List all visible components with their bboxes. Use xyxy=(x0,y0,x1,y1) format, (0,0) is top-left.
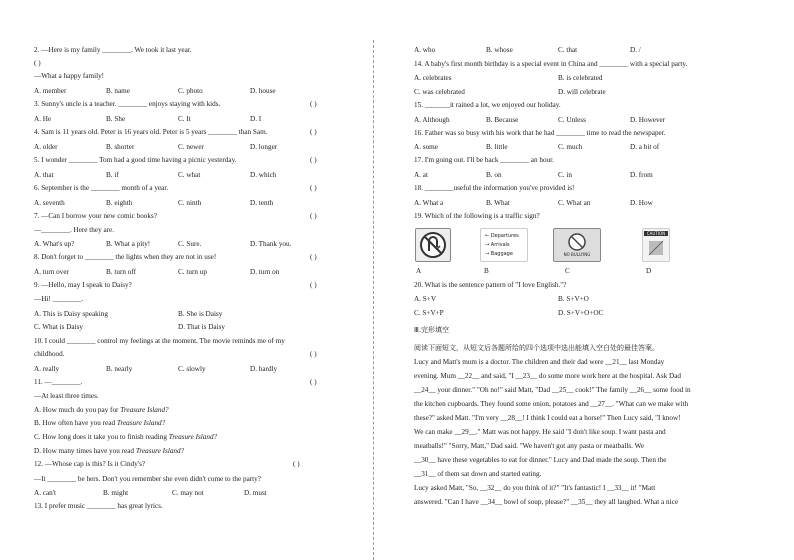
answer-option: D. How xyxy=(630,199,653,207)
question-line xyxy=(414,101,561,110)
question-line xyxy=(414,372,681,381)
answer-option: D. which xyxy=(250,171,277,179)
line-text: A. How much do you pay for xyxy=(34,406,121,414)
answer-option: C. newer xyxy=(178,143,204,151)
line-text: —Hi! ________. xyxy=(34,295,84,303)
answer-option: A. This is Daisy speaking xyxy=(34,310,108,318)
answer-bracket: ( ) xyxy=(310,184,317,192)
answer-option: C. turn up xyxy=(178,268,207,276)
sign-d-text: CAUTION xyxy=(644,231,668,236)
line-text: 5. I wonder ________ Tom had a good time having a picnic yesterday. xyxy=(34,156,237,164)
line-text: the kitchen cupboards. They found some onion, potatoes and __27__. "What can we make with xyxy=(414,400,689,408)
question-line xyxy=(34,419,165,428)
italic-title: Treasure Island? xyxy=(120,406,169,414)
line-text: —At least three times. xyxy=(34,392,99,400)
answer-option: B. whose xyxy=(486,46,513,54)
line-text: We can make __29__." Matt was not happy. He said "I don't like soup. I want pasta and xyxy=(414,428,666,436)
line-text: 6. September is the ________ month of a year. xyxy=(34,184,169,192)
line-text: C. How long does it take you to finish reading xyxy=(34,433,169,441)
answer-option: A. Although xyxy=(414,116,450,124)
answer-option: B. What a pity! xyxy=(106,240,151,248)
answer-option: D. will celebrate xyxy=(558,88,606,96)
question-line xyxy=(34,253,216,262)
answer-option: D. must xyxy=(244,489,267,497)
sign-label: D xyxy=(646,267,652,275)
answer-bracket: ( ) xyxy=(310,100,317,108)
answer-option: C. ninth xyxy=(178,199,202,207)
line-text: 11. —________. xyxy=(34,378,83,386)
answer-option: C. much xyxy=(558,143,583,151)
line-text: 14. A baby's first month birthday is a special event in China and ________ with a special party. xyxy=(414,60,688,68)
line-text: meatballs!" "Sorry, Matt," Dad said. "We haven't got any pasta or meatballs. We xyxy=(414,442,645,450)
line-text: Ⅲ.完形填空 xyxy=(414,326,450,334)
caution-sign-icon xyxy=(642,228,670,262)
question-line xyxy=(34,378,82,387)
answer-option: A. What a xyxy=(414,199,444,207)
answer-option: C. may not xyxy=(172,489,204,497)
line-text: 阅读下面短文，从短文后各题所给的四个选项中选出能填入空白处的最佳答案。 xyxy=(414,344,659,352)
line-text: Lucy asked Matt, "So, __32__ do you think of it?" "It's fantastic! I __33__ it! "Matt xyxy=(414,484,656,492)
answer-option: B. might xyxy=(103,489,129,497)
line-text: these?" asked Matt. "I'm very __28__! I think I could eat a horse!" Then Lucy said, "I know! xyxy=(414,414,681,422)
answer-option: C. What is Daisy xyxy=(34,323,83,331)
question-line xyxy=(34,337,285,346)
answer-option: D. a bit of xyxy=(630,143,660,151)
airport-direction-sign-icon xyxy=(480,228,528,262)
question-line xyxy=(34,350,65,359)
sign-b-line: → Baggage xyxy=(485,251,513,257)
answer-bracket: ( ) xyxy=(310,281,317,289)
question-line xyxy=(34,475,261,484)
line-text: 7. —Can I borrow your new comic books? xyxy=(34,212,157,220)
answer-bracket: ( ) xyxy=(310,156,317,164)
answer-option: D. S+V+O+OC xyxy=(558,309,604,317)
question-line xyxy=(34,406,169,415)
answer-option: C. was celebrated xyxy=(414,88,465,96)
question-line xyxy=(34,433,217,442)
question-line xyxy=(34,100,220,109)
italic-title: Treasure Island? xyxy=(168,433,218,441)
answer-option: A. some xyxy=(414,143,438,151)
line-text: —What a happy family! xyxy=(34,72,105,80)
question-line xyxy=(414,484,655,493)
question-line xyxy=(414,326,449,335)
answer-option: D. Thank you. xyxy=(250,240,292,248)
answer-option: D. I xyxy=(250,115,262,123)
answer-option: A. He xyxy=(34,115,52,123)
answer-option: D. hardly xyxy=(250,365,278,373)
answer-option: C. slowly xyxy=(178,365,206,373)
answer-option: A. turn over xyxy=(34,268,69,276)
answer-option: B. if xyxy=(106,171,119,179)
question-line xyxy=(34,226,114,235)
answer-option: D. from xyxy=(630,171,653,179)
italic-title: Treasure Island? xyxy=(135,447,185,455)
answer-option: B. Because xyxy=(486,116,519,124)
question-line xyxy=(414,428,666,437)
answer-option: A. really xyxy=(34,365,60,373)
question-line xyxy=(414,414,681,423)
line-text: 3. Sunny's uncle is a teacher. ________ enjoys staying with kids. xyxy=(34,100,221,108)
sign-b-line: ← Departures xyxy=(485,233,519,239)
answer-option: B. shorter xyxy=(106,143,135,151)
question-line xyxy=(414,358,664,367)
question-line xyxy=(34,447,184,456)
sign-c-text: NO BULLYING xyxy=(563,252,591,257)
answer-option: B. nearly xyxy=(106,365,133,373)
sign-b-line: → Arrivals xyxy=(485,242,510,248)
answer-option: A. member xyxy=(34,87,67,95)
answer-option: B. turn off xyxy=(106,268,137,276)
question-line xyxy=(34,156,237,165)
answer-option: C. in xyxy=(558,171,572,179)
answer-bracket: ( ) xyxy=(293,460,300,468)
answer-option: B. is celebrated xyxy=(558,74,603,82)
question-line xyxy=(34,184,168,193)
question-line xyxy=(34,46,192,55)
question-line xyxy=(34,281,132,290)
answer-option: A. at xyxy=(414,171,428,179)
question-line xyxy=(414,386,691,395)
question-line xyxy=(34,502,163,511)
line-text: evening. Mum __22__ and said, "I __23__ do some more work here at the hospital. Ask Dad xyxy=(414,372,682,380)
answer-option: D. That is Daisy xyxy=(178,323,225,331)
question-line xyxy=(34,72,104,81)
line-text: B. How often have you read xyxy=(34,419,117,427)
line-text: 4. Sam is 11 years old. Peter is 16 years old. Peter is 5 years ________ than Sam. xyxy=(34,128,268,136)
answer-option: A. who xyxy=(414,46,436,54)
answer-option: D. However xyxy=(630,116,666,124)
line-text: 17. I'm going out. I'll be back ________ an hour. xyxy=(414,156,554,164)
answer-option: A. that xyxy=(34,171,54,179)
answer-option: A. What's up? xyxy=(34,240,75,248)
answer-option: B. S+V+O xyxy=(558,295,589,303)
no-bullying-sign-icon xyxy=(553,228,601,262)
answer-option: D. tenth xyxy=(250,199,274,207)
answer-option: A. S+V xyxy=(414,295,437,303)
question-line xyxy=(414,498,678,507)
line-text: childhood. xyxy=(34,350,65,358)
italic-title: Treasure Island? xyxy=(116,419,166,427)
sign-label: C xyxy=(565,267,570,275)
answer-option: D. house xyxy=(250,87,276,95)
line-text: —It ________ be hers. Don't you remember she even didn't come to the party? xyxy=(34,475,261,483)
question-line xyxy=(414,442,644,451)
line-text: 20. What is the sentence pattern of "I love English."? xyxy=(414,281,567,289)
answer-bracket: ( ) xyxy=(310,128,317,136)
line-text: __30__ have these vegetables to eat for dinner." Lucy and Dad made the soup. Then the xyxy=(414,456,667,464)
line-text: —________. Here they are. xyxy=(34,226,115,234)
question-line xyxy=(34,59,41,68)
answer-option: C. photo xyxy=(178,87,203,95)
question-line xyxy=(414,212,540,221)
line-text: 13. I prefer music ________ has great lyrics. xyxy=(34,502,163,510)
question-line xyxy=(414,456,667,465)
answer-option: B. She is Daisy xyxy=(178,310,223,318)
sign-label: B xyxy=(484,267,489,275)
line-text: 15. _______it rained a lot, we enjoyed our holiday. xyxy=(414,101,561,109)
answer-bracket: ( ) xyxy=(310,253,317,261)
answer-option: C. Sure. xyxy=(178,240,202,248)
question-line xyxy=(414,156,554,165)
answer-option: D. longer xyxy=(250,143,278,151)
line-text: answered. "Can I have __34__ bowl of soup, please?" __35__ they all laughed. What a nice xyxy=(414,498,679,506)
question-line xyxy=(34,128,268,137)
line-text: __24__ your dinner." "Oh no!" said Matt, "Dad __25__ cook!" The family __26__ some food in xyxy=(414,386,691,394)
answer-option: B. She xyxy=(106,115,126,123)
answer-option: B. little xyxy=(486,143,508,151)
question-line xyxy=(414,184,574,193)
question-line xyxy=(34,392,99,401)
line-text: 16. Father was so busy with his work that he had ________ time to read the newspaper. xyxy=(414,129,666,137)
no-u-turn-sign-icon xyxy=(415,228,451,262)
question-line xyxy=(34,212,157,221)
answer-bracket: ( ) xyxy=(310,212,317,220)
answer-option: D. / xyxy=(630,46,641,54)
answer-option: D. turn on xyxy=(250,268,280,276)
answer-option: A. seventh xyxy=(34,199,65,207)
answer-option: B. name xyxy=(106,87,130,95)
line-text: __31__ of them sat down and started eating. xyxy=(414,470,542,478)
answer-option: A. older xyxy=(34,143,58,151)
answer-option: A. celebrates xyxy=(414,74,452,82)
line-text: 8. Don't forget to ________ the lights when they are not in use! xyxy=(34,253,217,261)
question-line xyxy=(414,400,688,409)
question-line xyxy=(414,60,687,69)
question-line xyxy=(34,295,83,304)
answer-option: C. Unless xyxy=(558,116,586,124)
answer-option: B. What xyxy=(486,199,510,207)
line-text: 10. I could ________ control my feelings at the moment. The movie reminds me of my xyxy=(34,337,285,345)
question-line xyxy=(414,281,566,290)
answer-option: C. that xyxy=(558,46,578,54)
answer-option: B. on xyxy=(486,171,502,179)
line-text: 19. Which of the following is a traffic sign? xyxy=(414,212,540,220)
answer-option: A. can't xyxy=(34,489,57,497)
question-line xyxy=(414,129,666,138)
answer-option: C. what xyxy=(178,171,201,179)
answer-option: B. eighth xyxy=(106,199,133,207)
line-text: ( ) xyxy=(34,59,41,67)
question-line xyxy=(414,470,541,479)
answer-bracket: ( ) xyxy=(310,350,317,358)
answer-option: C. It xyxy=(178,115,191,123)
column-divider xyxy=(373,40,374,560)
sign-label: A xyxy=(416,267,422,275)
line-text: Lucy and Matt's mum is a doctor. The children and their dad were __21__ last Monday xyxy=(414,358,665,366)
answer-option: C. S+V+P xyxy=(414,309,444,317)
question-line xyxy=(414,344,659,353)
answer-bracket: ( ) xyxy=(310,378,317,386)
line-text: 18. ________useful the information you've provided is! xyxy=(414,184,575,192)
answer-option: C. What an xyxy=(558,199,591,207)
line-text: 2. —Here is my family ________. We took it last year. xyxy=(34,46,192,54)
line-text: 9. —Hello, may I speak to Daisy? xyxy=(34,281,132,289)
line-text: 12. —Whose cap is this? Is it Cindy's? xyxy=(34,460,146,468)
line-text: D. How many times have you read xyxy=(34,447,136,455)
question-line xyxy=(34,460,145,469)
